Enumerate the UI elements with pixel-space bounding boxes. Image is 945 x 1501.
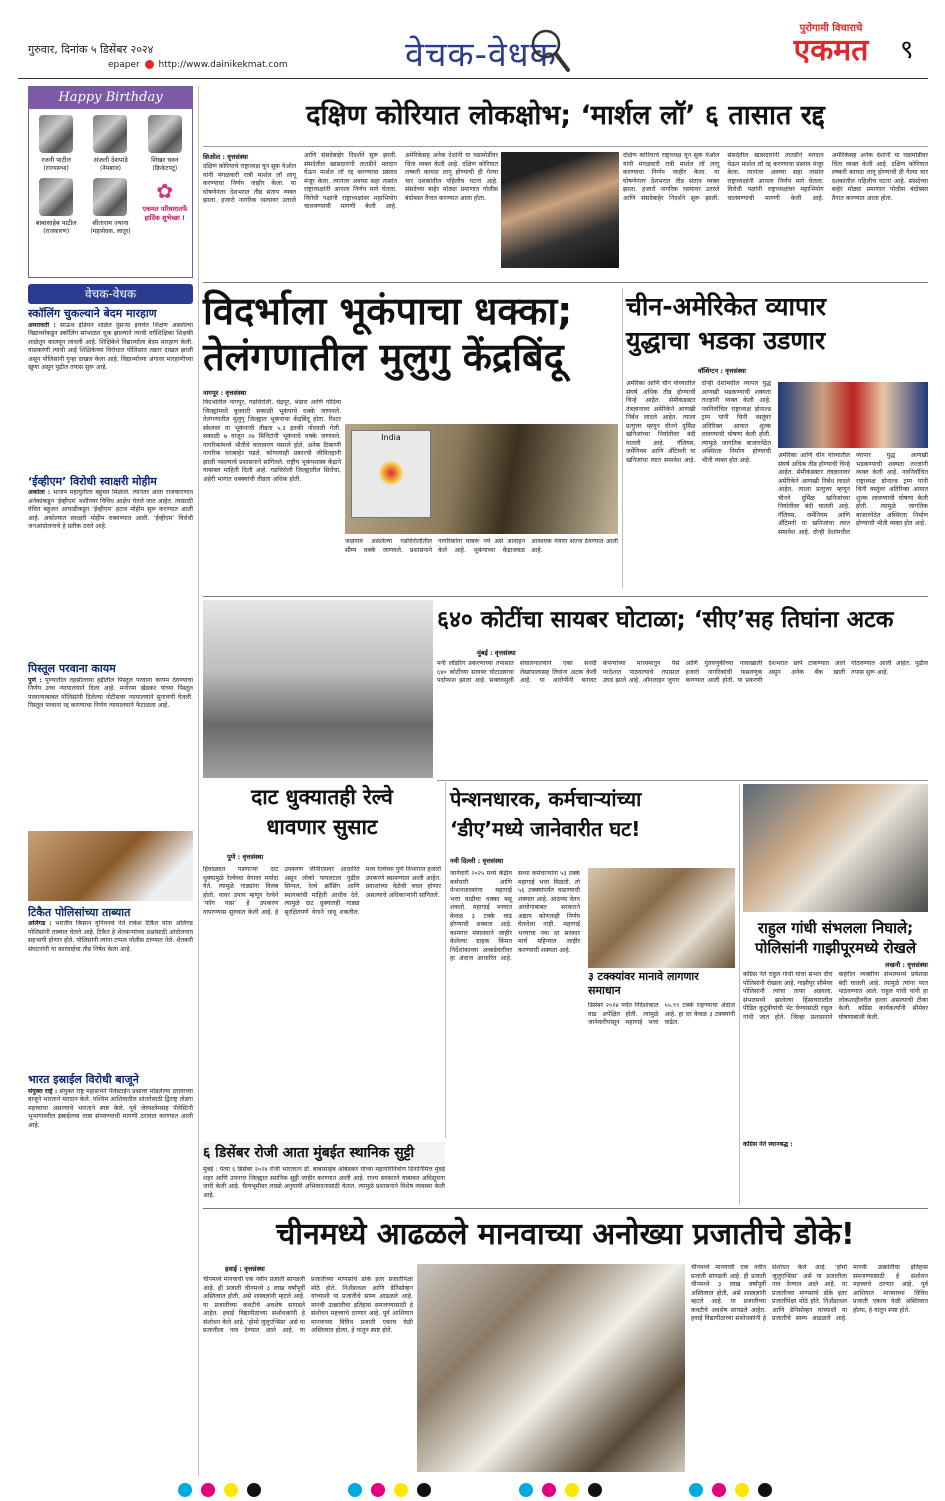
skull-text: चीनमध्ये मानवाची एक नवीन प्रजाती सापडली आहे. ही प्रजाती चीनमध्ये ३ लाख वर्षांपूर्वी अस्तित्वात होती, असे शास्त्रज्ञांनी म्हटले आहे. या प्रजातीच्या कवटीचे अवशेष सापडले आहेत. हवाई विद्यापीठाच्या संशोधकांनी हे संशोधन केले आहे. ‘होमो जुलुएन्सिस’ असे या प्रजातीला नाव देण्यात आले आहे. या प्रजातीच्या माणसांचे डोके इतर प्रजातींपेक्षा मोठे होते. निअँडरथल आणि डेनिसोव्हन यांच्याशी या प्रजातीचे साम्य आढळले आहे. मानवी उत्क्रांतीचा इतिहास समजण्यासाठी हे संशोधन महत्त्वाचे ठरणार आहे. पूर्व आशियात मानवाच्या विविध प्रजाती एकाच वेळी अस्तित्वात होत्या, हे यातून स्पष्ट होते. <box>203 1276 413 1334</box>
sidebar-header: वेचक-वेधक <box>28 284 193 304</box>
rahul-subhead: काँग्रेस नेते स्थानबद्ध : <box>743 1141 793 1148</box>
cyan-dot-icon <box>689 1483 703 1497</box>
rail-dateline: पुणे : वृत्तसंस्था <box>227 853 264 861</box>
lead-story <box>203 90 928 280</box>
quake-caption: जळगाव असलेल्या गडचिरोलीतील सौम्य धक्के जाणवले. प्रशासनाने नागरिकांना घाबरू नये असे आवाहन केले आहे. भूकंपाच्या केंद्राजवळ आवश्यक यंत्रणा सज्ज ठेवण्यात आली आहे. <box>345 538 618 554</box>
quake-headline-1: विदर्भाला भूकंपाचा धक्का; <box>203 289 573 333</box>
person-photo <box>93 115 127 153</box>
person-photo <box>39 115 73 153</box>
skull-photo <box>417 1264 685 1472</box>
quake-dateline: नागपूर : वृत्तसंस्था <box>203 389 247 397</box>
brand-block <box>770 20 892 72</box>
epaper-link[interactable] <box>108 60 288 70</box>
magenta-dot-icon <box>712 1483 726 1497</box>
trade-text: अमेरिका आणि चीन यांच्यातील संघर्ष अधिक तीव्र होण्याची चिन्हे आहेत. सेमीकंडक्टर तंत्रज्ञानावर अमेरिकेने आणखी निर्बंध लादले आहेत. त्याला प्रत्युत्तर म्हणून चीनने दुर्मिळ खनिजांच्या निर्यातीवर बंदी घातली आहे. गॅलियम, जर्मेनियम आणि अँटिमनी या खनिजांचा त्यात समावेश आहे. दोन्ही देशांमधील व्यापार युद्ध आणखी भडकण्याची शक्यता तज्ज्ञांनी व्यक्त केली आहे. नवनिर्वाचित राष्ट्राध्यक्ष डोनाल्ड ट्रम्प यांनी चिनी वस्तूंवर अतिरिक्त आयात शुल्क लावण्याची घोषणा केली होती. त्यामुळे जागतिक बाजारपेठेत अस्थिरता निर्माण होण्याची भीती व्यक्त होत आहे. <box>626 380 771 464</box>
lead-photo <box>501 152 619 268</box>
yellow-dot-icon <box>565 1483 579 1497</box>
story-dateline: अमरावती : <box>28 321 56 329</box>
birthday-person <box>85 115 135 172</box>
yellow-dot-icon <box>735 1483 749 1497</box>
cyber-dateline: मुंबई : वृत्तसंस्था <box>477 649 516 657</box>
story-text: भारतीय किसान युनियनचे नेते राकेश टिकैत यांना अलिगड पोलिसांनी ताब्यात घेतले आहे. टिकैत हे शेतकऱ्यांच्या प्रश्नांसाठी आंदोलनात सहभागी होणार होते. पोलिसांनी त्यांना टप्पल पोलीस ठाण्यात नेले. शेतकरी संघटनांनी या कारवाईचा तीव्र निषेध केला आहे. <box>28 920 193 953</box>
pension-story <box>450 784 735 1204</box>
person-name: अंजली देशपांडे <box>93 156 128 164</box>
rail-story <box>203 782 441 1138</box>
section-title-b: वेधक <box>487 35 557 75</box>
holiday-story <box>203 1142 445 1206</box>
flower-icon: ✿ <box>156 179 174 203</box>
quake-story <box>203 288 618 588</box>
cyan-dot-icon <box>519 1483 533 1497</box>
sidebar-story-title: भारत इस्राईल विरोधी बाजूने <box>28 1073 139 1087</box>
birthday-box <box>28 86 193 278</box>
section-title-a: वेचक <box>405 35 475 75</box>
cyan-dot-icon <box>348 1483 362 1497</box>
black-dot-icon <box>588 1483 602 1497</box>
pension-headline-2: ‘डीए’मध्ये जानेवारीत घट! <box>450 817 641 841</box>
person-place: (महासेवक, लातूर) <box>90 228 131 235</box>
sidebar <box>28 284 193 1476</box>
cyber-story <box>437 600 928 776</box>
magnifier-icon <box>528 26 572 76</box>
story-dateline: अकोला : <box>28 489 51 497</box>
cyber-text: मनी लाँडरिंग प्रकरणाच्या तपासात ६४० कोटींच्या सायबर घोटाळ्याचा पर्दाफाश झाला आहे. सक्तवसुली संचालनालयाने एका सनदी लेखापालासह तिघांना अटक केली आहे. या आरोपींनी बनावट कंपन्यांच्या माध्यमातून पैसे परदेशात पाठवल्याचे तपासात उघड झाले आहे. ऑनलाइन जुगार आणि गुंतवणुकीच्या नावाखाली हजारो नागरिकांची फसवणूक करण्यात आली होती. या प्रकरणी देशभरात छापे टाकण्यात आले असून अनेक बँक खाती गोठवण्यात आली आहेत. पुढील तपास सुरू आहे. <box>437 660 928 684</box>
birthday-greeting <box>140 178 190 235</box>
print-registration-marks <box>60 1482 890 1498</box>
rahul-story <box>743 784 928 1204</box>
black-dot-icon <box>417 1483 431 1497</box>
person-name: शिखर धवन <box>151 156 179 164</box>
lead-headline: दक्षिण कोरियात लोकक्षोभ; ‘मार्शल लॉ’ ६ तासात रद्द <box>306 100 825 131</box>
sidebar-story <box>28 476 193 660</box>
yellow-dot-icon <box>224 1483 238 1497</box>
person-name: सीताराम ज्याना <box>92 219 129 227</box>
brand-logo: एकमत <box>793 33 869 68</box>
trade-headline-1: चीन-अमेरिकेत व्यापार <box>626 292 826 321</box>
sidebar-story <box>28 308 193 472</box>
yellow-dot-icon <box>394 1483 408 1497</box>
cyber-headline: ६४० कोटींचा सायबर घोटाळा; ‘सीए’सह तिघांना अटक <box>437 607 894 633</box>
trade-dateline: वॉशिंग्टन : वृत्तसंस्था <box>698 367 746 375</box>
epicenter-marker <box>378 460 404 486</box>
rahul-photo <box>743 784 928 912</box>
holiday-headline: ६ डिसेंबर रोजी आता मुंबईत स्थानिक सुट्टी <box>203 1142 445 1164</box>
section-title: वेचक-वेधक <box>405 35 557 75</box>
cyan-dot-icon <box>178 1483 192 1497</box>
trade-story <box>626 290 928 590</box>
magenta-dot-icon <box>201 1483 215 1497</box>
trade-photo <box>778 382 928 448</box>
person-photo <box>148 115 182 153</box>
birthday-person <box>85 178 135 235</box>
person-photo <box>93 178 127 216</box>
birthday-person <box>31 115 81 172</box>
lead-dateline: सिओल : वृत्तसंस्था <box>203 153 248 161</box>
tikait-photo <box>28 831 193 901</box>
map-label: India <box>381 433 401 442</box>
pension-headline-1: पेन्शनधारक, कर्मचाऱ्यांच्या <box>450 787 642 811</box>
sidebar-story <box>28 663 193 901</box>
person-photo <box>39 178 73 216</box>
globe-icon <box>145 60 154 69</box>
black-dot-icon <box>758 1483 772 1497</box>
sidebar-story-title: स्कॉलिंग चुकल्याने बेदम मारहाण <box>28 307 157 320</box>
birthday-title: Happy Birthday <box>29 87 192 109</box>
rail-photo <box>203 600 433 778</box>
india-map <box>351 430 431 518</box>
sidebar-story <box>28 1074 193 1278</box>
story-dateline: संयुक्त राष्ट्रे : <box>28 1087 58 1095</box>
rail-text: हिवाळ्यात पडणाऱ्या दाट धुक्यामुळे रेल्वेच्या वेगावर मर्यादा येते. त्यामुळे गाड्यांना विलंब होतो. यावर उपाय म्हणून रेल्वेने ‘फॉग पास’ हे उपकरण वापरण्यास सुरुवात केली आहे. हे उपकरण जीपीएसवर आधारित असून लोको पायलटला पुढील सिग्नल, रेल्वे क्रॉसिंग आणि स्थानकांची माहिती आधीच देते. त्यामुळे दाट धुक्यातही गाड्या सुरक्षितपणे वेगाने धावू शकतील. मध्य रेल्वेच्या पुणे विभागात हजारो उपकरणे बसवण्यात आली आहेत. प्रवाशांच्या वेळेची बचत होणार असल्याचे अधिकाऱ्यांनी सांगितले. <box>203 866 441 916</box>
rail-headline-1: दाट धुक्यातही रेल्वे <box>251 785 393 809</box>
sidebar-story-title: पिस्तूल परवाना कायम <box>28 662 116 676</box>
sidebar-story-title: टिकैत पोलिसांच्या ताब्यात <box>28 905 131 919</box>
rahul-dateline: लखनौ : वृत्तसंस्था <box>885 961 928 969</box>
story-text: पुण्यातील तहसीलच्या हद्दीतील पिस्तूल परवाना कायम ठेवण्याचा निर्णय उच्च न्यायालयाने दिला आहे. मनोरमा खेडकर यांच्या पिस्तूल परवान्याबाबत पोलिसांनी दिलेल्या नोटीसवर न्यायालयाने सुनावणी घेतली. पिस्तूल परवाना रद्द करण्याचा निर्णय न्यायालयाने फेटाळला आहे. <box>28 676 193 710</box>
skull-dateline: हवाई : वृत्तसंस्था <box>225 1265 265 1273</box>
skull-text-cont: चीनमध्ये मानवाची एक नवीन प्रजाती सापडली आहे. ही प्रजाती चीनमध्ये ३ लाख वर्षांपूर्वी अस्तित्वात होती, असे शास्त्रज्ञांनी म्हटले आहे. या प्रजातीच्या कवटीचे अवशेष सापडले आहेत. हवाई विद्यापीठाच्या संशोधकांनी हे संशोधन केले आहे. ‘होमो जुलुएन्सिस’ असे या प्रजातीला नाव देण्यात आले आहे. या प्रजातीच्या माणसांचे डोके इतर प्रजातींपेक्षा मोठे होते. निअँडरथल आणि डेनिसोव्हन यांच्याशी या प्रजातीचे साम्य आढळले आहे. मानवी उत्क्रांतीचा इतिहास समजण्यासाठी हे संशोधन महत्त्वाचे ठरणार आहे. पूर्व आशियात मानवाच्या विविध प्रजाती एकाच वेळी अस्तित्वात होत्या, हे यातून स्पष्ट होते. <box>691 1264 928 1322</box>
person-place: (नेमबाज) <box>99 165 121 172</box>
person-place: (क्रिकेटपटू) <box>152 165 178 172</box>
story-dateline: अलिगड : <box>28 920 52 928</box>
story-text: साऊथ इंडियन शाळेत दुसऱ्या इयत्तेत शिक्षण असलेल्या विद्यार्थ्याकडून स्कॉलिंग सांभाळत चूक झाल्याने त्याची वर्गशिक्षिका शिक्षकी शाळेतून कालवून लावली आहे. शिक्षिकेने विद्यार्थ्याला बेदम मारहाण केली. याप्रकरणी त्याची आई शिक्षिकेच्या विरोधात पोलिसात तक्रार दाखल झाली असून पोलिसांनी गुन्हा दाखल केला आहे. विद्यार्थ्याच्या अंगावर मारहाणीच्या खुणा असून पुढील तपास सुरू आहे. <box>28 321 193 372</box>
story-dateline: पुणे : <box>28 676 42 684</box>
page-number: ९ <box>900 35 914 65</box>
holiday-text: मुंबई : येत्या ६ डिसेंबर २०२४ रोजी भारतरत्न डॉ. बाबासाहेब आंबेडकर यांच्या महापरिनिर्वाण दिनानिमित्त मुंबई शहर आणि उपनगर जिल्ह्यात स्थानिक सुट्टी जाहीर करण्यात आली आहे. राज्य सरकारने याबाबत अधिसूचना जारी केली आहे. चैत्यभूमीवर लाखो अनुयायी अभिवादनासाठी येतात. त्यामुळे प्रशासनाने विशेष व्यवस्था केली आहे. <box>203 1166 445 1199</box>
person-place: (राजकारण) <box>43 228 70 235</box>
sidebar-story-title: ‘ईव्हीएम’ विरोधी स्वाक्षरी मोहीम <box>28 474 157 488</box>
rahul-headline-2: पोलिसांनी गाझीपूरमध्ये रोखले <box>754 939 917 957</box>
magenta-dot-icon <box>542 1483 556 1497</box>
quake-map-image <box>345 424 618 534</box>
pension-dateline: नवी दिल्ली : वृत्तसंस्था <box>450 857 504 865</box>
black-dot-icon <box>247 1483 261 1497</box>
story-text: भाजप महायुतीला बहुमत मिळाले. त्यानंतर आता राजकारणात अनेकांकडून ‘ईव्हीएम’ मशीनवर विविध आक्षेप घेतले जात आहेत. त्यासाठी वंचित बहुजन आघाडीकडून ‘ईव्हीएम’ हटाव मोहीम सुरू करण्यात आली आहे. अकोल्यात स्वाक्षरी मोहीम राबवण्यात आली. ‘ईव्हीएम’ विरोधी जनआंदोलनाचे हे प्रतीक ठरले आहे. <box>28 489 193 531</box>
epaper-label: epaper <box>108 60 140 70</box>
lead-text-cont: दक्षिण कोरियाचे राष्ट्राध्यक्ष यून सुक येओल यांनी मंगळवारी रात्री मार्शल लॉ लागू करण्याचा निर्णय जाहीर केला. या घोषणेनंतर देशभरात तीव्र संताप व्यक्त झाला. हजारो नागरिक रस्त्यावर उतरले आणि संसदेबाहेर निदर्शने सुरू झाली. संसदेतील खासदारांनी तातडीने मतदान घेऊन मार्शल लॉ रद्द करण्याचा प्रस्ताव मंजूर केला. त्यानंतर अवघ्या सहा तासांत राष्ट्राध्यक्षांनी आपला निर्णय मागे घेतला. विरोधी पक्षांनी राष्ट्राध्यक्षांवर महाभियोग चालवण्याची मागणी केली आहे. अमेरिकेसह अनेक देशांनी या घडामोडींवर चिंता व्यक्त केली आहे. दक्षिण कोरियात लष्करी कायदा लागू होण्याची ही गेल्या चार दशकांतील पहिलीच घटना आहे. संसदेच्या बाहेर मोठ्या प्रमाणात पोलीस बंदोबस्त तैनात करण्यात आला होता. <box>623 152 928 202</box>
trade-text-cont: अमेरिका आणि चीन यांच्यातील संघर्ष अधिक तीव्र होण्याची चिन्हे आहेत. सेमीकंडक्टर तंत्रज्ञानावर अमेरिकेने आणखी निर्बंध लादले आहेत. त्याला प्रत्युत्तर म्हणून चीनने दुर्मिळ खनिजांच्या निर्यातीवर बंदी घातली आहे. गॅलियम, जर्मेनियम आणि अँटिमनी या खनिजांचा त्यात समावेश आहे. दोन्ही देशांमधील व्यापार युद्ध आणखी भडकण्याची शक्यता तज्ज्ञांनी व्यक्त केली आहे. नवनिर्वाचित राष्ट्राध्यक्ष डोनाल्ड ट्रम्प यांनी चिनी वस्तूंवर अतिरिक्त आयात शुल्क लावण्याची घोषणा केली होती. त्यामुळे जागतिक बाजारपेठेत अस्थिरता निर्माण होण्याची भीती व्यक्त होत आहे. <box>778 452 928 536</box>
pension-photo <box>588 868 735 968</box>
pension-text: जानेवारी २०२५ मध्ये केंद्रीय कर्मचारी आणि पेन्शनधारकांना महागाई भत्ता वाढीचा धक्का बसू शकतो. महागाई भत्त्यात केवळ ३ टक्के वाढ होण्याची शक्यता आहे. कामगार मंत्रालयाने जाहीर केलेल्या ग्राहक किंमत निर्देशांकाच्या आकडेवारीवर हा अंदाज आधारित आहे. सध्या कर्मचाऱ्यांना ५३ टक्के महागाई भत्ता मिळतो. तो ५६ टक्क्यांपर्यंत वाढण्याची शक्यता आहे. आठव्या वेतन आयोगाबाबत सरकारने अद्याप कोणताही निर्णय घेतलेला नाही. महागाई भत्त्याचा नवा दर सरकार मार्च महिन्यात जाहीर करण्याची शक्यता आहे. <box>450 870 580 962</box>
birthday-person <box>140 115 190 172</box>
sidebar-story <box>28 907 193 1071</box>
rail-headline-2: धावणार सुसाट <box>266 815 378 839</box>
greeting-text: एकमत परिवारातर्फे हार्दिक शुभेच्छा ! <box>142 205 188 222</box>
rahul-text: काँग्रेस नेते राहुल गांधी यांचा संभल दौरा पोलिसांनी रोखला आहे. गाझीपूर सीमेवर पोलिसांनी त्यांचा ताफा अडवला. संभलमध्ये झालेल्या हिंसाचारातील पीडित कुटुंबीयांची भेट घेण्यासाठी राहुल गांधी जात होते. जिल्हा प्रशासनाने बाहेरील व्यक्तींना संभलमध्ये प्रवेशास बंदी घातली आहे. त्यामुळे त्यांना परत पाठवण्यात आले. राहुल गांधी यांनी हा लोकशाहीवरील हल्ला असल्याची टीका केली. काँग्रेस कार्यकर्त्यांनी सीमेवर घोषणाबाजी केली. <box>743 971 928 1021</box>
skull-headline: चीनमध्ये आढळले मानवाच्या अनोख्या प्रजातीचे डोके! <box>276 1217 855 1252</box>
birthday-person <box>31 178 81 235</box>
person-name: रजनी पाटील <box>41 156 71 164</box>
epaper-url: http://www.dainikekmat.com <box>158 60 288 70</box>
trade-headline-2: युद्धाचा भडका उडणार <box>626 326 826 355</box>
quake-text: विदर्भातील नागपूर, गडचिरोली, चंद्रपूर, भंडारा आणि गोंदिया जिल्ह्यांमध्ये बुधवारी सकाळी भूकंपाचे धक्के जाणवले. तेलंगणातील मुलुगु जिल्ह्यात भूकंपाचा केंद्रबिंदू होता. रिश्टर स्केलवर या भूकंपाची तीव्रता ५.३ इतकी नोंदवली गेली. सकाळी ७ वाजून २७ मिनिटांनी भूकंपाचे धक्के जाणवले. नागरिकांमध्ये भीतीचे वातावरण पसरले होते. अनेक ठिकाणी नागरिक घराबाहेर पडले. कोणत्याही प्रकारची जीवितहानी झाली नसल्याचे प्रशासनाने सांगितले. राष्ट्रीय भूकंपशास्त्र केंद्राने याबाबत माहिती दिली आहे. गडचिरोली जिल्ह्यातील सिरोंचा, अहेरी भागात धक्क्यांची तीव्रता अधिक होती. <box>203 399 341 483</box>
masthead <box>0 0 945 86</box>
person-name: बाबासाहेब पाटील <box>35 219 77 227</box>
rahul-headline-1: राहुल गांधी संभलला निघाले; <box>757 919 914 937</box>
magenta-dot-icon <box>371 1483 385 1497</box>
quake-headline-2: तेलंगणातील मुलुगु केंद्रबिंदू <box>203 335 564 379</box>
pension-caption-text: डिसेंबर २०२४ पर्यंत निर्देशांकात वाढ अपेक्षित होती. त्यामुळे जानेवारीपासून महागाई भत्ता ५५.९९ टक्के राहण्याचा अंदाज आहे. हा दर केवळ ३ टक्क्यांनी वाढेल. <box>588 1002 735 1026</box>
lead-text: दक्षिण कोरियाचे राष्ट्राध्यक्ष यून सुक येओल यांनी मंगळवारी रात्री मार्शल लॉ लागू करण्याचा निर्णय जाहीर केला. या घोषणेनंतर देशभरात तीव्र संताप व्यक्त झाला. हजारो नागरिक रस्त्यावर उतरले आणि संसदेबाहेर निदर्शने सुरू झाली. संसदेतील खासदारांनी तातडीने मतदान घेऊन मार्शल लॉ रद्द करण्याचा प्रस्ताव मंजूर केला. त्यानंतर अवघ्या सहा तासांत राष्ट्राध्यक्षांनी आपला निर्णय मागे घेतला. विरोधी पक्षांनी राष्ट्राध्यक्षांवर महाभियोग चालवण्याची मागणी केली आहे. अमेरिकेसह अनेक देशांनी या घडामोडींवर चिंता व्यक्त केली आहे. दक्षिण कोरियात लष्करी कायदा लागू होण्याची ही गेल्या चार दशकांतील पहिलीच घटना आहे. संसदेच्या बाहेर मोठ्या प्रमाणात पोलीस बंदोबस्त तैनात करण्यात आला होता. <box>203 152 498 210</box>
skull-story <box>203 1212 928 1476</box>
tagline: पुरोगामी विचाराचे <box>799 23 863 34</box>
story-text: संयुक्त राष्ट्र महासभेने पॅलेस्टाईन प्रश्नावर मांडलेल्या ठरावाच्या बाजूने भारताने मतदान केले. पश्चिम आशियातील शांततेसाठी द्विराष्ट्र तोडगा महत्त्वाचा असल्याचे भारताने स्पष्ट केले. पूर्व जेरुसलेमसह पॅलेस्टिनी भूभागावरील इस्राईलचा ताबा संपवण्याची मागणी ठरावात करण्यात आली आहे. <box>28 1087 193 1129</box>
date-line: गुरुवार, दिनांक ५ डिसेंबर २०२४ <box>28 43 154 56</box>
pension-photo-caption: ३ टक्क्यांवर मानावे लागणार समाधान <box>588 970 699 997</box>
person-place: (राज्यसभा) <box>43 165 69 172</box>
